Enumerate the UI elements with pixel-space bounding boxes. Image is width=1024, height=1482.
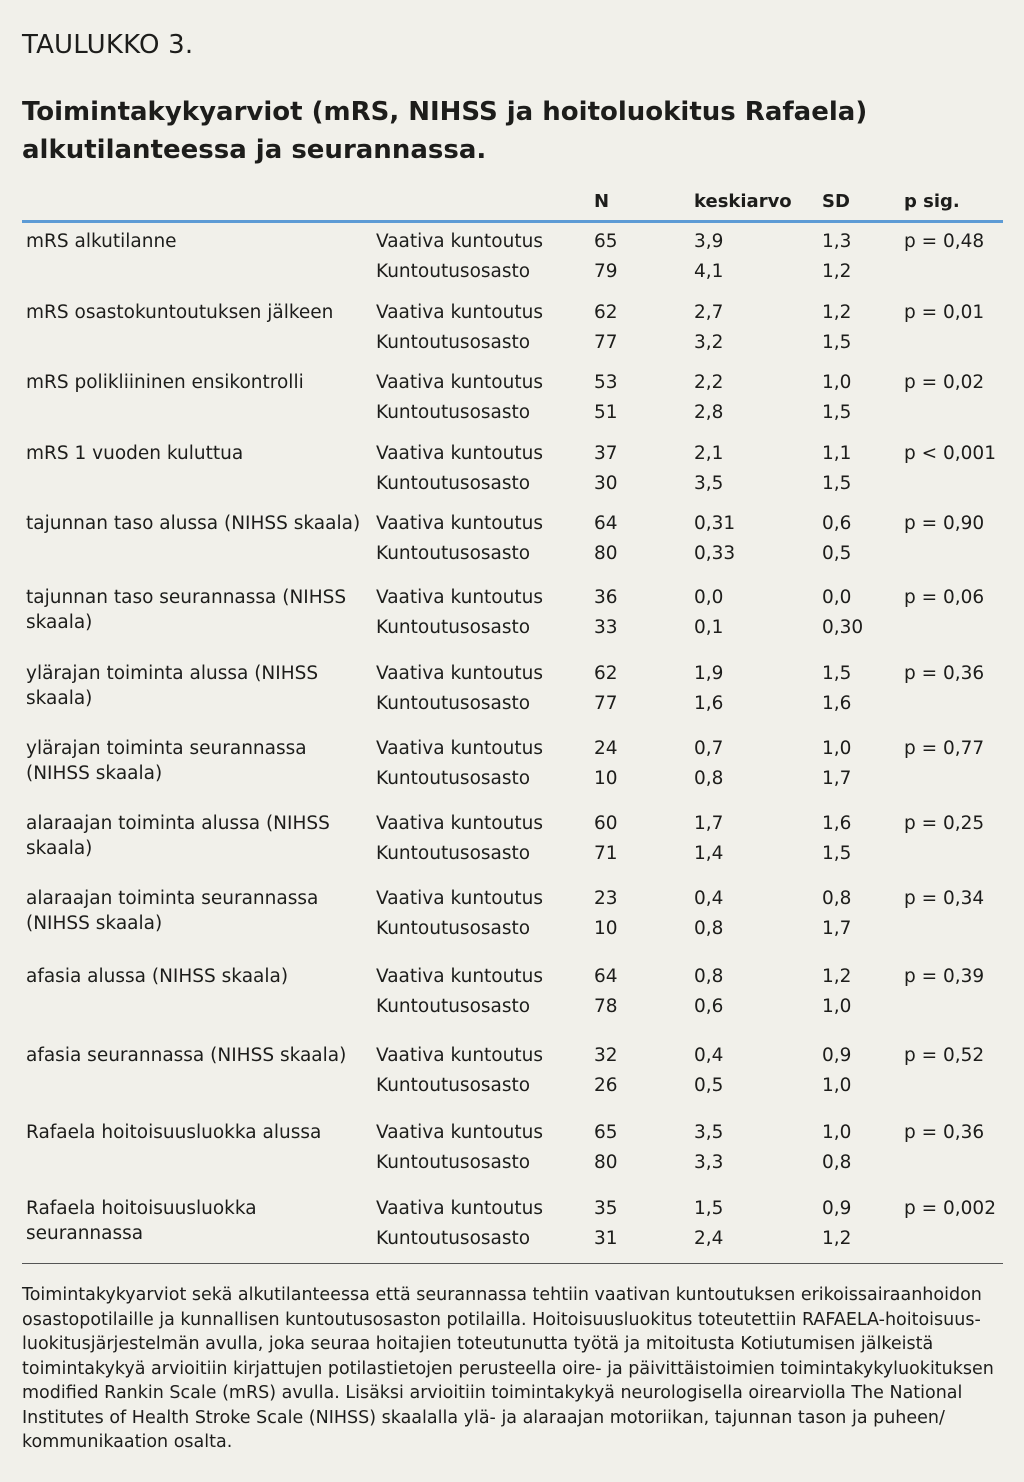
p-value: p = 0,52 [904,1045,985,1066]
n-value: 80 [594,1152,618,1173]
mean-value: 2,7 [694,302,724,323]
n-value: 36 [594,587,618,608]
group-name: Vaativa kuntoutus [376,372,543,393]
table-row [0,511,1024,571]
n-value: 37 [594,443,618,464]
table-row [0,811,1024,871]
mean-value: 1,4 [694,843,724,864]
sd-value: 1,1 [822,443,852,464]
table-row [0,964,1024,1024]
n-value: 23 [594,888,618,909]
group-name: Vaativa kuntoutus [376,302,543,323]
sd-value: 1,0 [822,1075,852,1096]
group-name: Kuntoutusosasto [376,617,531,638]
p-value: p = 0,002 [904,1198,996,1219]
table-row [0,1043,1024,1103]
n-value: 60 [594,813,618,834]
p-value: p = 0,36 [904,663,985,684]
group-name: Vaativa kuntoutus [376,813,543,834]
n-value: 51 [594,402,618,423]
n-value: 80 [594,543,618,564]
sd-value: 1,6 [822,813,852,834]
mean-value: 3,3 [694,1152,724,1173]
n-value: 64 [594,513,618,534]
group-name: Kuntoutusosasto [376,1228,531,1249]
row-label: mRS osastokuntoutuksen jälkeen [26,302,334,323]
column-header-n: N [594,191,610,212]
table-row [0,1196,1024,1256]
table-row [0,736,1024,796]
mean-value: 0,31 [694,513,736,534]
p-value: p = 0,36 [904,1122,985,1143]
mean-value: 3,9 [694,231,724,252]
column-header-mean: keskiarvo [694,191,792,212]
row-label: alaraajan toiminta alussa (NIHSS skaala) [26,813,330,859]
group-name: Vaativa kuntoutus [376,1045,543,1066]
mean-value: 2,4 [694,1228,724,1249]
n-value: 10 [594,918,618,939]
mean-value: 0,4 [694,1045,724,1066]
mean-value: 2,1 [694,443,724,464]
group-name: Kuntoutusosasto [376,332,531,353]
group-name: Vaativa kuntoutus [376,231,543,252]
n-value: 32 [594,1045,618,1066]
n-value: 65 [594,231,618,252]
group-name: Kuntoutusosasto [376,1075,531,1096]
mean-value: 3,5 [694,1122,724,1143]
n-value: 53 [594,372,618,393]
header-divider [22,220,1003,223]
group-name: Vaativa kuntoutus [376,738,543,759]
group-name: Vaativa kuntoutus [376,888,543,909]
group-name: Vaativa kuntoutus [376,663,543,684]
sd-value: 1,5 [822,402,852,423]
sd-value: 0,8 [822,1152,852,1173]
row-label: alaraajan toiminta seurannassa (NIHSS skaala) [26,888,319,934]
group-name: Kuntoutusosasto [376,996,531,1017]
sd-value: 0,30 [822,617,864,638]
row-label: Rafaela hoitoisuusluokka seurannassa [26,1198,257,1244]
mean-value: 4,1 [694,261,724,282]
group-name: Vaativa kuntoutus [376,1122,543,1143]
n-value: 64 [594,966,618,987]
group-name: Vaativa kuntoutus [376,1198,543,1219]
table-title: Toimintakykyarviot (mRS, NIHSS ja hoitoluokitus Rafaela) alkutilanteessa ja seurannassa. [22,97,868,165]
mean-value: 2,2 [694,372,724,393]
p-value: p = 0,77 [904,738,985,759]
row-label: mRS 1 vuoden kuluttua [26,443,244,464]
sd-value: 1,0 [822,738,852,759]
group-name: Vaativa kuntoutus [376,587,543,608]
n-value: 65 [594,1122,618,1143]
mean-value: 3,2 [694,332,724,353]
n-value: 78 [594,996,618,1017]
sd-value: 0,9 [822,1045,852,1066]
row-label: tajunnan taso alussa (NIHSS skaala) [26,513,361,534]
mean-value: 0,1 [694,617,724,638]
table-row [0,300,1024,360]
group-name: Vaativa kuntoutus [376,443,543,464]
p-value: p = 0,90 [904,513,985,534]
n-value: 35 [594,1198,618,1219]
row-label: mRS polikliininen ensikontrolli [26,372,304,393]
group-name: Kuntoutusosasto [376,473,531,494]
table-row [0,370,1024,430]
sd-value: 1,2 [822,302,852,323]
row-label: afasia alussa (NIHSS skaala) [26,966,289,987]
table-row [0,229,1024,289]
n-value: 71 [594,843,618,864]
group-name: Vaativa kuntoutus [376,513,543,534]
mean-value: 0,5 [694,1075,724,1096]
n-value: 79 [594,261,618,282]
n-value: 10 [594,768,618,789]
group-name: Kuntoutusosasto [376,543,531,564]
sd-value: 1,7 [822,768,852,789]
sd-value: 1,0 [822,1122,852,1143]
p-value: p = 0,25 [904,813,985,834]
sd-value: 0,9 [822,1198,852,1219]
sd-value: 1,2 [822,1228,852,1249]
table-header [0,191,1024,217]
column-header-sd: SD [822,191,850,212]
p-value: p < 0,001 [904,443,996,464]
sd-value: 0,0 [822,587,852,608]
n-value: 77 [594,693,618,714]
p-value: p = 0,06 [904,587,985,608]
mean-value: 1,6 [694,693,724,714]
n-value: 62 [594,663,618,684]
sd-value: 1,0 [822,372,852,393]
mean-value: 0,6 [694,996,724,1017]
mean-value: 0,8 [694,768,724,789]
mean-value: 1,9 [694,663,724,684]
table-row [0,1120,1024,1180]
table-row [0,441,1024,501]
sd-value: 1,0 [822,996,852,1017]
column-header-p: p sig. [904,191,960,212]
n-value: 30 [594,473,618,494]
sd-value: 1,2 [822,261,852,282]
sd-value: 1,7 [822,918,852,939]
sd-value: 1,3 [822,231,852,252]
n-value: 26 [594,1075,618,1096]
mean-value: 0,8 [694,966,724,987]
group-name: Kuntoutusosasto [376,843,531,864]
sd-value: 1,5 [822,473,852,494]
sd-value: 1,5 [822,843,852,864]
table-footnote: Toimintakykyarviot sekä alkutilanteessa että seurannassa tehtiin vaativan kuntoutuksen erikoissairaanhoidon osastopotilaille ja kunnallisen kuntoutusosaston potilailla. Hoitoisuusluokitus toteutettiin RAFAELA-hoitoisuus-luokitusjärjestelmän avulla, joka seuraa hoitajien toteutunutta työtä ja mitoitusta Kotiutumisen jälkeistä toimintakykyä arvioitiin kirjattujen potilastietojen perusteella oire- ja päivittäistoimien toimintakykyluokituksen modified Rankin Scale (mRS) avulla. Lisäksi arvioitiin toimintakykyä neurologisella oirearviolla The National Institutes of Health Stroke Scale (NIHSS) skaalalla ylä- ja alaraajan motoriikan, tajunnan tason ja puheen/ kommunikaation osalta. [22,1285,994,1452]
row-label: ylärajan toiminta seurannassa (NIHSS skaala) [26,738,307,784]
p-value: p = 0,01 [904,302,985,323]
group-name: Vaativa kuntoutus [376,966,543,987]
group-name: Kuntoutusosasto [376,693,531,714]
group-name: Kuntoutusosasto [376,1152,531,1173]
group-name: Kuntoutusosasto [376,261,531,282]
mean-value: 0,7 [694,738,724,759]
mean-value: 2,8 [694,402,724,423]
sd-value: 1,5 [822,332,852,353]
sd-value: 0,5 [822,543,852,564]
mean-value: 0,33 [694,543,736,564]
table-row [0,661,1024,721]
n-value: 77 [594,332,618,353]
mean-value: 0,8 [694,918,724,939]
sd-value: 1,2 [822,966,852,987]
mean-value: 1,7 [694,813,724,834]
mean-value: 3,5 [694,473,724,494]
row-label: ylärajan toiminta alussa (NIHSS skaala) [26,663,319,709]
n-value: 33 [594,617,618,638]
group-name: Kuntoutusosasto [376,918,531,939]
p-value: p = 0,34 [904,888,985,909]
group-name: Kuntoutusosasto [376,768,531,789]
n-value: 62 [594,302,618,323]
mean-value: 0,0 [694,587,724,608]
table-row [0,886,1024,946]
mean-value: 1,5 [694,1198,724,1219]
sd-value: 1,6 [822,693,852,714]
table-bottom-divider [22,1263,1003,1264]
n-value: 24 [594,738,618,759]
n-value: 31 [594,1228,618,1249]
table-row [0,585,1024,645]
sd-value: 0,6 [822,513,852,534]
row-label: tajunnan taso seurannassa (NIHSS skaala) [26,587,347,633]
table-label: TAULUKKO 3. [22,30,194,60]
p-value: p = 0,39 [904,966,985,987]
mean-value: 0,4 [694,888,724,909]
sd-value: 0,8 [822,888,852,909]
row-label: Rafaela hoitoisuusluokka alussa [26,1122,322,1143]
p-value: p = 0,02 [904,372,985,393]
sd-value: 1,5 [822,663,852,684]
row-label: mRS alkutilanne [26,231,177,252]
p-value: p = 0,48 [904,231,985,252]
group-name: Kuntoutusosasto [376,402,531,423]
row-label: afasia seurannassa (NIHSS skaala) [26,1045,347,1066]
